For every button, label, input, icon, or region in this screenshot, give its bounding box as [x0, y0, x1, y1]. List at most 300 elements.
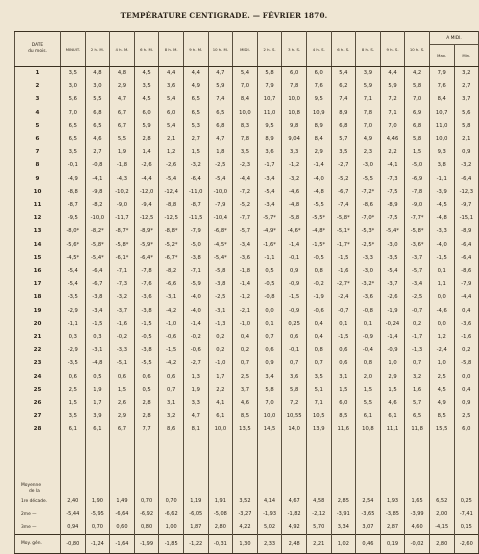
temperature-cell: -4,1	[85, 173, 110, 186]
temperature-cell: -7,1	[183, 265, 208, 278]
temperature-cell: -4,9*	[257, 225, 282, 238]
mean-cell: 0,70	[85, 521, 110, 535]
empty-cell	[380, 437, 405, 495]
day-number: 27	[15, 410, 61, 423]
temperature-cell: -1,1	[61, 318, 86, 331]
temperature-cell: 6,5	[183, 107, 208, 120]
temperature-cell: -1,7*	[331, 239, 356, 252]
temperature-cell: -4,9	[61, 173, 86, 186]
mean-cell: 4,14	[257, 495, 282, 508]
temperature-cell: -3,2*	[356, 278, 381, 291]
col-header: 9 h. M.	[183, 32, 208, 67]
temperature-cell: 3,4	[257, 371, 282, 384]
means-label-sub: de la	[29, 488, 40, 494]
temperature-cell: 2,0	[356, 371, 381, 384]
decade-mean-row	[15, 508, 479, 521]
temperature-cell: 0,7	[257, 331, 282, 344]
temperature-cell: 0,4	[233, 331, 258, 344]
temperature-cell: -0,24	[380, 318, 405, 331]
temperature-cell: 4,4	[183, 67, 208, 81]
temperature-cell: -4,8	[306, 186, 331, 199]
table-row	[15, 331, 479, 344]
temperature-cell: 0,0	[429, 318, 454, 331]
temperature-cell: 5,6	[454, 107, 479, 120]
temperature-cell: -5,8*	[110, 239, 135, 252]
temperature-cell: -1,1	[429, 173, 454, 186]
temperature-cell: 2,5	[429, 371, 454, 384]
means-label: Moyenne	[21, 482, 42, 488]
temperature-cell: 4,2	[405, 67, 430, 81]
temperature-cell: -0,5	[134, 331, 159, 344]
temperature-cell: 6,0	[282, 67, 307, 81]
temperature-cell: 7,0	[233, 80, 258, 93]
temperature-cell: -5,0	[183, 239, 208, 252]
temperature-cell: 2,9	[110, 80, 135, 93]
temperature-cell: -5,2*	[159, 239, 184, 252]
day-number: 16	[15, 265, 61, 278]
general-mean-cell: 0,19	[380, 534, 405, 553]
temperature-cell: 1,8	[208, 146, 233, 159]
temperature-cell: 2,5	[454, 410, 479, 423]
temperature-cell: -3,4	[257, 199, 282, 212]
temperature-cell: 6,7	[110, 423, 135, 436]
temperature-cell: -1,4	[183, 318, 208, 331]
temperature-cell: -3,0	[356, 265, 381, 278]
temperature-cell: -5,6*	[61, 239, 86, 252]
temperature-cell: -0,9	[380, 344, 405, 357]
temperature-cell: 9,5	[306, 93, 331, 106]
col-header: 8 h. S.	[356, 32, 381, 67]
table-row	[15, 239, 479, 252]
temperature-cell: 3,9	[85, 410, 110, 423]
table-row	[15, 212, 479, 225]
temperature-cell: -2,5	[208, 159, 233, 172]
temperature-cell: -0,6	[306, 305, 331, 318]
temperature-cell: -5,4	[159, 173, 184, 186]
temperature-cell: 11,0	[429, 120, 454, 133]
temperature-cell: 8,5	[331, 410, 356, 423]
temperature-cell: 0,2	[208, 331, 233, 344]
temperature-cell: 3,6	[257, 146, 282, 159]
temperature-cell: 11,1	[380, 423, 405, 436]
temperature-cell: 2,8	[134, 133, 159, 146]
temperature-cell: 0,4	[306, 331, 331, 344]
temperature-cell: 3,2	[454, 67, 479, 81]
col-header: 2 h. M.	[85, 32, 110, 67]
general-mean-cell: -0,80	[61, 534, 86, 553]
temperature-cell: -1,1	[257, 252, 282, 265]
temperature-cell: 7,6	[306, 80, 331, 93]
day-number: 20	[15, 318, 61, 331]
col-header: MIDI.	[233, 32, 258, 67]
temperature-cell: 8,4	[306, 133, 331, 146]
temperature-cell: 0,2	[454, 344, 479, 357]
day-number: 6	[15, 133, 61, 146]
table-row	[15, 265, 479, 278]
temperature-cell: -6,4	[85, 265, 110, 278]
temperature-cell: -8,7*	[110, 225, 135, 238]
temperature-cell: 0,1	[257, 318, 282, 331]
day-number: 8	[15, 159, 61, 172]
temperature-cell: -5,8	[208, 265, 233, 278]
temperature-cell: 0,6	[110, 371, 135, 384]
general-mean-cell: 1,30	[233, 534, 258, 553]
temperature-cell: 14,0	[282, 423, 307, 436]
mean-cell: 3,07	[356, 521, 381, 535]
page-title: TEMPÉRATURE CENTIGRADE. — FÉVRIER 1870.	[120, 11, 328, 20]
mean-cell: 0,70	[159, 495, 184, 508]
temperature-cell: -1,4	[380, 331, 405, 344]
empty-cell	[159, 437, 184, 495]
temperature-cell: -5,4*	[208, 252, 233, 265]
temperature-cell: 0,0	[429, 291, 454, 304]
temperature-cell: 6,5	[208, 107, 233, 120]
temperature-cell: -1,2	[282, 159, 307, 172]
temperature-cell: 6,5	[85, 120, 110, 133]
temperature-cell: 2,8	[134, 410, 159, 423]
mean-cell: -3,85	[380, 508, 405, 521]
temperature-cell: 6,0	[454, 423, 479, 436]
temperature-cell: -3,3	[356, 252, 381, 265]
temperature-cell: -7,1	[110, 265, 135, 278]
mean-cell: 2,54	[356, 495, 381, 508]
mean-cell: -6,64	[110, 508, 135, 521]
temperature-cell: 5,4	[331, 67, 356, 81]
temperature-cell: -1,6	[331, 265, 356, 278]
temperature-cell: -2,7	[183, 357, 208, 370]
mean-cell: 1,49	[110, 495, 135, 508]
temperature-cell: 7,8	[356, 107, 381, 120]
temperature-cell: -7,2	[233, 186, 258, 199]
temperature-cell: -5,8*	[331, 212, 356, 225]
temperature-cell: -3,5	[61, 291, 86, 304]
temperature-cell: -3,4	[233, 239, 258, 252]
mean-cell: 5,70	[306, 521, 331, 535]
temperature-cell: -5,4*	[380, 225, 405, 238]
temperature-cell: 1,4	[134, 146, 159, 159]
day-number: 5	[15, 120, 61, 133]
temperature-cell: -0,5	[257, 278, 282, 291]
temperature-cell: 10,0	[257, 410, 282, 423]
table-row	[15, 344, 479, 357]
temperature-cell: -10,0	[85, 212, 110, 225]
temperature-cell: -8,8	[61, 186, 86, 199]
temperature-cell: 1,5	[110, 384, 135, 397]
temperature-cell: 3,3	[183, 397, 208, 410]
col-header: 6 h. S.	[331, 32, 356, 67]
table-row	[15, 410, 479, 423]
temperature-cell: 3,5	[61, 146, 86, 159]
temperature-cell: -5,5	[134, 357, 159, 370]
temperature-cell: 5,8	[257, 384, 282, 397]
temperature-cell: -12,5	[159, 212, 184, 225]
temperature-cell: 6,5	[61, 120, 86, 133]
temperature-cell: 7,0	[61, 107, 86, 120]
mean-cell: 1,00	[159, 521, 184, 535]
temperature-cell: -5,4	[257, 186, 282, 199]
table-row	[15, 159, 479, 172]
temperature-cell: -7,5	[380, 186, 405, 199]
temperature-cell: -7,5	[380, 212, 405, 225]
temperature-cell: 7,0	[405, 93, 430, 106]
temperature-cell: 6,8	[208, 120, 233, 133]
temperature-cell: 6,7	[110, 107, 135, 120]
temperature-cell: -10,4	[208, 212, 233, 225]
temperature-cell: 3,8	[429, 159, 454, 172]
temperature-cell: -0,8	[85, 159, 110, 172]
temperature-cell: 10,7	[429, 107, 454, 120]
col-header: 9 h. S.	[380, 32, 405, 67]
temperature-cell: 5,8	[282, 384, 307, 397]
temperature-cell: -4,4	[233, 173, 258, 186]
temperature-cell: -3,5	[61, 357, 86, 370]
temperature-cell: -3,1	[85, 344, 110, 357]
temperature-cell: -15,1	[454, 212, 479, 225]
temperature-cell: 1,0	[380, 357, 405, 370]
temperature-cell: -6,9	[405, 173, 430, 186]
temperature-cell: 0,2	[233, 344, 258, 357]
day-number: 26	[15, 397, 61, 410]
temperature-cell: 1,3	[183, 371, 208, 384]
temperature-cell: 1,6	[405, 384, 430, 397]
temperature-cell: 3,5	[331, 146, 356, 159]
temperature-cell: 8,5	[233, 410, 258, 423]
table-row	[15, 225, 479, 238]
temperature-cell: 6,1	[85, 423, 110, 436]
empty-cell	[233, 437, 258, 495]
temperature-cell: 4,5	[134, 93, 159, 106]
day-number: 1	[15, 67, 61, 81]
temperature-cell: -1,4	[233, 278, 258, 291]
mean-cell: 0,15	[454, 521, 479, 535]
mean-cell: 4,92	[282, 521, 307, 535]
temperature-cell: 10,0	[282, 93, 307, 106]
temperature-cell: -2,1	[233, 305, 258, 318]
temperature-cell: 10,0	[208, 423, 233, 436]
general-mean-cell: -0,31	[208, 534, 233, 553]
temperature-cell: -3,2	[183, 159, 208, 172]
temperature-cell: 15,5	[429, 423, 454, 436]
temperature-cell: 7,0	[356, 120, 381, 133]
col-header: 4 h. S.	[306, 32, 331, 67]
temperature-cell: 4,4	[380, 67, 405, 81]
temperature-cell: 14,5	[257, 423, 282, 436]
temperature-cell: -0,1	[61, 159, 86, 172]
temperature-cell: 2,9	[306, 146, 331, 159]
temperature-cell: 4,7	[110, 93, 135, 106]
temperature-cell: 6,9	[405, 107, 430, 120]
temperature-cell: 8,9	[331, 107, 356, 120]
mean-cell: 4,60	[405, 521, 430, 535]
mean-cell: 1,19	[183, 495, 208, 508]
temperature-cell: -0,8	[257, 291, 282, 304]
temperature-cell: 5,8	[454, 120, 479, 133]
temperature-cell: 2,7	[85, 146, 110, 159]
temperature-cell: 0,7	[282, 357, 307, 370]
temperature-cell: -4,8	[85, 357, 110, 370]
temperature-cell: -5,4	[61, 278, 86, 291]
temperature-cell: -9,5	[61, 212, 86, 225]
mean-cell: 0,70	[134, 495, 159, 508]
temperature-cell: 7,4	[331, 93, 356, 106]
temperature-cell: -10,2	[110, 186, 135, 199]
general-mean-cell: -1,22	[183, 534, 208, 553]
temperature-cell: -3,6	[454, 318, 479, 331]
temperature-cell: -3,3	[110, 344, 135, 357]
temperature-cell: -3,2	[282, 173, 307, 186]
temperature-cell: 0,6	[257, 344, 282, 357]
mean-cell: -7,41	[454, 508, 479, 521]
mean-cell: 0,94	[61, 521, 86, 535]
temperature-cell: -8,2*	[85, 225, 110, 238]
temperature-cell: -6,8*	[208, 225, 233, 238]
mean-cell: -2,12	[306, 508, 331, 521]
temperature-cell: 6,8	[331, 120, 356, 133]
mean-cell: -4,15	[429, 521, 454, 535]
temperature-cell: 5,6	[61, 93, 86, 106]
temperature-cell: -4,6	[429, 305, 454, 318]
temperature-cell: -5,4*	[85, 252, 110, 265]
temperature-cell: 7,4	[208, 93, 233, 106]
temperature-cell: 0,5	[85, 371, 110, 384]
temperature-cell: -5,9	[183, 278, 208, 291]
temperature-cell: -3,0	[380, 239, 405, 252]
temperature-cell: -8,6	[454, 265, 479, 278]
temperature-cell: -5,5*	[306, 212, 331, 225]
temperature-cell: 9,3	[429, 146, 454, 159]
day-number: 22	[15, 344, 61, 357]
empty-cell	[85, 437, 110, 495]
temperature-cell: 6,8	[85, 107, 110, 120]
temperature-cell: -2,5	[405, 291, 430, 304]
temperature-cell: -4,8	[429, 212, 454, 225]
mean-cell: 2,40	[61, 495, 86, 508]
temperature-cell: 8,4	[429, 93, 454, 106]
mean-cell: -3,27	[233, 508, 258, 521]
temperature-cell: 8,6	[159, 423, 184, 436]
temperature-table	[14, 31, 479, 554]
temperature-cell: -0,9	[282, 305, 307, 318]
temperature-cell: 4,8	[110, 67, 135, 81]
temperature-cell: -4,5*	[208, 239, 233, 252]
day-number: 10	[15, 186, 61, 199]
temperature-cell: -2,6	[134, 159, 159, 172]
mean-cell: 1,87	[183, 521, 208, 535]
temperature-cell: -2,9	[61, 305, 86, 318]
temperature-cell: 1,9	[85, 384, 110, 397]
temperature-cell: 0,1	[356, 318, 381, 331]
temperature-cell: -11,7	[110, 212, 135, 225]
temperature-cell: -1,0	[233, 318, 258, 331]
temperature-cell: 2,5	[233, 371, 258, 384]
temperature-cell: 4,1	[208, 397, 233, 410]
temperature-cell: 7,9	[429, 67, 454, 81]
empty-cell	[356, 437, 381, 495]
temperature-cell: 3,5	[306, 371, 331, 384]
empty-cell	[134, 437, 159, 495]
table-row	[15, 278, 479, 291]
temperature-cell: 13,5	[233, 423, 258, 436]
mean-cell: -1,93	[257, 508, 282, 521]
temperature-cell: 1,5	[61, 397, 86, 410]
temperature-cell: 6,5	[405, 410, 430, 423]
general-mean-cell: 2,48	[282, 534, 307, 553]
temperature-cell: -5,2	[331, 173, 356, 186]
temperature-cell: -5,8*	[85, 239, 110, 252]
temperature-cell: 0,9	[257, 357, 282, 370]
temperature-cell: -2,9	[61, 344, 86, 357]
table-row	[15, 107, 479, 120]
general-mean-label: Moy. gén.	[15, 534, 61, 553]
temperature-cell: -8,9	[380, 199, 405, 212]
temperature-cell: -5,4	[61, 265, 86, 278]
temperature-cell: 10,8	[356, 423, 381, 436]
mean-cell: 0,25	[454, 495, 479, 508]
temperature-cell: -6,7	[331, 186, 356, 199]
decade-label: 1re décade.	[15, 495, 61, 508]
temperature-cell: -7,7*	[405, 212, 430, 225]
temperature-cell: -1,3	[405, 344, 430, 357]
temperature-cell: 1,5	[380, 384, 405, 397]
temperature-cell: -0,2	[306, 278, 331, 291]
temperature-cell: -0,6	[183, 344, 208, 357]
temperature-cell: -9,0	[110, 199, 135, 212]
general-mean-row	[15, 534, 479, 553]
temperature-cell: -5,7*	[257, 212, 282, 225]
temperature-cell: -5,1*	[331, 225, 356, 238]
max-header: Max.	[429, 45, 454, 67]
temperature-cell: 5,5	[110, 133, 135, 146]
temperature-cell: -7,7	[233, 212, 258, 225]
mean-cell: 2,87	[380, 521, 405, 535]
col-header: 3 h. S.	[282, 32, 307, 67]
general-mean-cell: -2,60	[454, 534, 479, 553]
temperature-cell: 2,3	[356, 146, 381, 159]
day-number: 13	[15, 225, 61, 238]
temperature-cell: -1,5	[331, 252, 356, 265]
temperature-cell: 3,5	[61, 67, 86, 81]
day-number: 3	[15, 93, 61, 106]
temperature-cell: 6,5	[61, 133, 86, 146]
temperature-cell: -4,6	[282, 186, 307, 199]
temperature-cell: 8,5	[429, 410, 454, 423]
general-mean-cell: -1,24	[85, 534, 110, 553]
mean-cell: 5,02	[257, 521, 282, 535]
temperature-cell: -5,2	[233, 199, 258, 212]
temperature-cell: 0,3	[61, 331, 86, 344]
temperature-cell: -6,4	[454, 173, 479, 186]
temperature-cell: -3,1	[208, 305, 233, 318]
temperature-cell: 2,7	[454, 80, 479, 93]
temperature-cell: 0,6	[134, 371, 159, 384]
temperature-cell: -4,0	[429, 239, 454, 252]
day-number: 25	[15, 384, 61, 397]
temperature-cell: 2,7	[183, 133, 208, 146]
col-header: MINUIT.	[61, 32, 86, 67]
temperature-cell: 2,9	[380, 371, 405, 384]
temperature-cell: -2,6	[380, 291, 405, 304]
empty-cell	[110, 437, 135, 495]
day-number: 24	[15, 371, 61, 384]
mean-cell: 4,67	[282, 495, 307, 508]
temperature-cell: 2,1	[159, 133, 184, 146]
temperature-cell: 4,8	[85, 67, 110, 81]
temperature-cell: -0,6	[159, 331, 184, 344]
temperature-cell: 5,9	[208, 80, 233, 93]
temperature-cell: 5,5	[85, 93, 110, 106]
mean-cell: 4,22	[233, 521, 258, 535]
temperature-cell: 0,0	[454, 371, 479, 384]
